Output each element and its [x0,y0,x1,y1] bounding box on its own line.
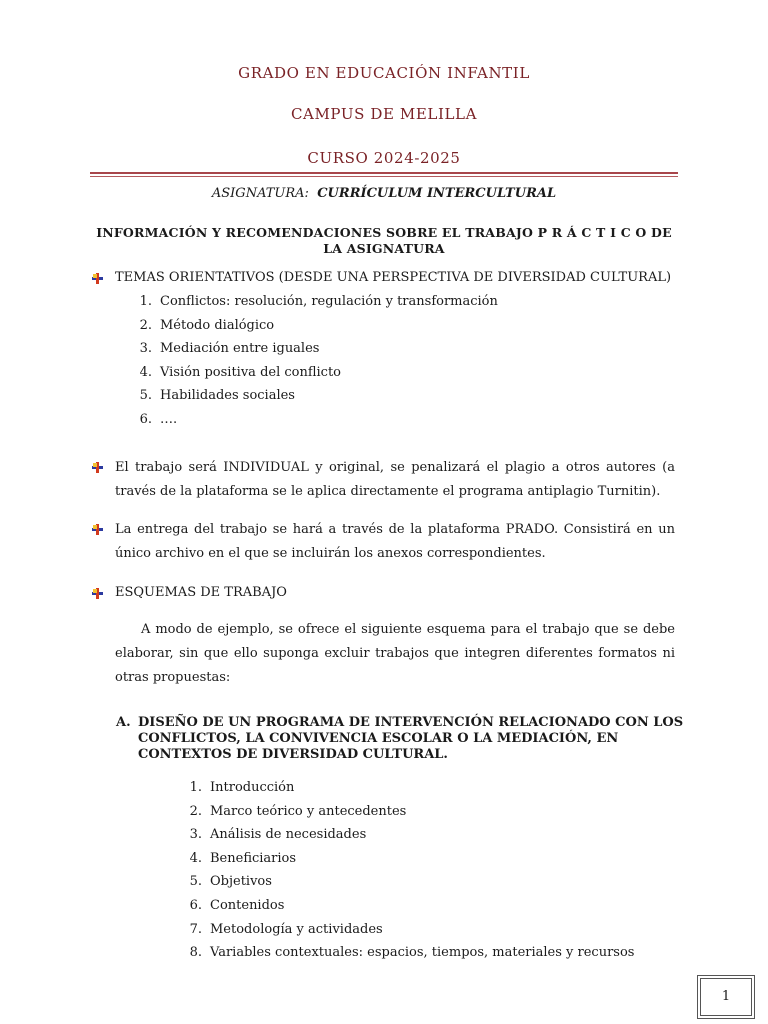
list-item: 4. Beneficiarios [189,850,297,866]
course-title: CURSO 2024-2025 [307,149,461,167]
campus-title: CAMPUS DE MELILLA [290,105,478,123]
bullet-icon [92,273,103,284]
option-a-text: DISEÑO DE UN PROGRAMA DE INTERVENCIÓN RELACIONADO CON LOS CONFLICTOS, LA CONVIVENCIA ESCOLAR O LA MEDIACIÓN, EN CONTEXTOS DE DIVERSIDAD CULTURAL. [138,715,684,762]
list-item: 2. Método dialógico [139,317,275,333]
list-item: 8. Variables contextuales: espacios, tiempos, materiales y recursos [189,945,635,961]
header-rule-thick [90,172,678,174]
topics-list [136,294,656,436]
degree-title: GRADO EN EDUCACIÓN INFANTIL [238,64,530,82]
subject-line [0,186,768,201]
section-title-line2: LA ASIGNATURA [323,241,445,256]
option-a-letter: A. [116,715,131,730]
list-item: 7. Metodología y actividades [189,921,383,937]
list-item: 1. Introducción [189,780,295,795]
schemes-intro: A modo de ejemplo, se ofrece el siguiente esquema para el trabajo que se debe elaborar, sin que ello suponga excluir trabajos que integren diferentes formatos ni otras propuestas: [115,622,675,685]
page-number: 1 [700,978,752,1016]
bullet-icon [92,524,103,535]
list-item: 3. Mediación entre iguales [139,341,320,357]
subject-prefix: ASIGNATURA: [211,186,309,201]
list-item: 4. Visión positiva del conflicto [139,364,342,380]
list-item: 2. Marco teórico y antecedentes [189,803,407,819]
list-item: 3. Análisis de necesidades [189,827,367,843]
header-rule-thin [90,176,678,177]
scheme-steps-list [186,780,666,969]
delivery-note: La entrega del trabajo se hará a través de la plataforma PRADO. Consistirá en un único archivo en el que se incluirán los anexos correspondientes. [115,522,675,561]
list-item: 6. Contenidos [189,897,285,913]
topics-heading: TEMAS ORIENTATIVOS (DESDE UNA PERSPECTIVA DE DIVERSIDAD CULTURAL) [115,270,672,285]
list-item: 1. Conflictos: resolución, regulación y transformación [139,294,498,309]
list-item: 6. …. [139,411,178,427]
list-item: 5. Habilidades sociales [139,388,295,404]
option-a [116,715,686,763]
individual-note: El trabajo será INDIVIDUAL y original, se penalizará el plagio a otros autores (a través de la plataforma se le aplica directamente el programa antiplagio Turnitin). [115,460,675,499]
subject-name: CURRÍCULUM INTERCULTURAL [317,186,557,201]
bullet-icon [92,588,103,599]
list-item: 5. Objetivos [189,874,272,890]
bullet-icon [92,462,103,473]
section-title-line1: INFORMACIÓN Y RECOMENDACIONES SOBRE EL TRABAJO P R Á C T I C O DE [96,225,672,240]
section-title [0,225,768,257]
schemes-heading: ESQUEMAS DE TRABAJO [115,585,287,600]
